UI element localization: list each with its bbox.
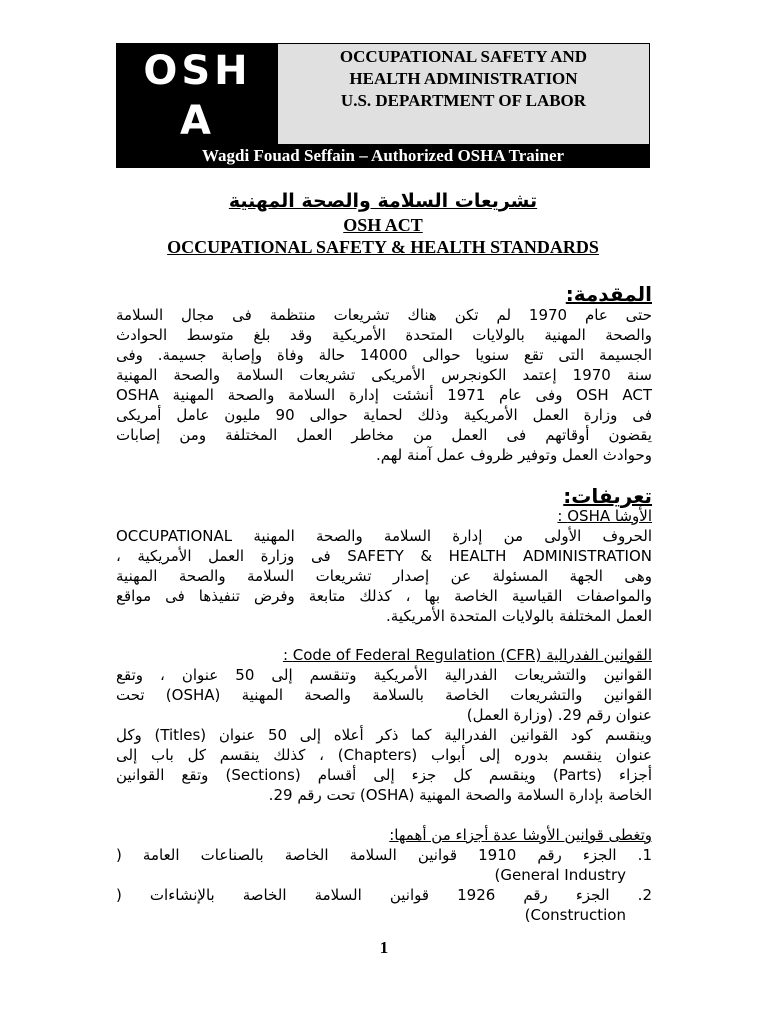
cfr-line: عنوان رقم 29. (وزارة العمل) — [466, 706, 652, 724]
part-item-1926: 2. الجزء رقم 1926 قوانين السلامة الخاصة بالإنشاءات ( — [116, 886, 652, 904]
agency-line: HEALTH ADMINISTRATION — [349, 69, 578, 88]
osha-definition-line: والمواصفات القياسية الخاصة بها ، كذلك متابعة وفرض تنفيذها فى مواقع — [116, 587, 652, 605]
page-number: 1 — [379, 938, 389, 957]
parts-label: وتغطى قوانين الأوشا عدة أجزاء من أهمها: — [389, 826, 652, 844]
intro-line: وحوادث العمل وتوفير ظروف عمل آمنة لهم. — [376, 446, 652, 464]
osha-definition-line: الحروف الأولى من إدارة السلامة والصحة المهنية OCCUPATIONAL — [116, 527, 652, 545]
osha-logo: OSHA — [117, 44, 278, 149]
osha-definition-line: SAFETY & HEALTH ADMINISTRATION فى وزارة العمل الأمريكية ، — [116, 547, 652, 565]
trainer-banner: Wagdi Fouad Seffain – Authorized OSHA Trainer — [117, 144, 649, 167]
cfr-line: الخاصة بإدارة السلامة والصحة المهنية (OSHA) تحت رقم 29. — [268, 786, 652, 804]
cfr-line: أجزاء (Parts) وينقسم كل جزء إلى أقسام (Sections) وتقع القوانين — [116, 766, 652, 784]
agency-line: U.S. DEPARTMENT OF LABOR — [340, 91, 587, 110]
part-item-1910: 1. الجزء رقم 1910 قوانين السلامة الخاصة بالصناعات العامة ( — [116, 846, 652, 864]
intro-line: حتى عام 1970 لم تكن هناك تشريعات منتظمة فى مجال السلامة — [116, 306, 652, 324]
cfr-line: القوانين والتشريعات الخاصة بالسلامة والصحة المهنية (OSHA) تحت — [116, 686, 652, 704]
intro-line: فى وزارة العمل الأمريكية وذلك لحماية حوالى 90 مليون عامل أمريكى — [116, 406, 653, 424]
definitions-heading: تعريفات: — [563, 484, 652, 508]
intro-line: يقضون أوقاتهم فى العمل من مخاطر العمل المختلفة ومن إصابات — [116, 426, 652, 444]
cfr-line: القوانين والتشريعات الفدرالية الأمريكية وتنقسم إلى 50 عنوان ، وتقع — [116, 666, 653, 684]
cfr-label: القوانين الفدرالية Code of Federal Regulation (CFR) : — [282, 646, 652, 664]
intro-line: الجسيمة التى تقع سنويا حوالى 14000 حالة وفاة وإصابة جسيمة. وفى — [116, 346, 652, 364]
agency-line: OCCUPATIONAL SAFETY AND — [339, 47, 588, 66]
osh-act-title: OSH ACT — [343, 215, 423, 235]
osha-definition-line: وهى الجهة المسئولة عن إصدار تشريعات السلامة والصحة المهنية — [116, 567, 652, 585]
intro-line: OSH ACT وفى عام 1971 أنشئت إدارة السلامة والصحة المهنية OSHA — [116, 386, 652, 404]
osha-definition-label: الأوشا OSHA : — [557, 507, 652, 525]
cfr-line: عنوان ينقسم بدوره إلى أبواب (Chapters) ، كذلك ينقسم كل باب إلى — [116, 746, 652, 764]
standards-title: OCCUPATIONAL SAFETY & HEALTH STANDARDS — [167, 237, 599, 257]
part-item-1926-cont: Construction) — [524, 906, 626, 924]
agency-name — [278, 44, 649, 148]
cfr-line: وينقسم كود القوانين الفدرالية كما ذكر أعلاه إلى 50 عنوان (Titles) وكل — [116, 726, 652, 744]
intro-line: سنة 1970 إعتمد الكونجرس الأمريكى تشريعات السلامة والصحة المهنية — [116, 366, 652, 384]
part-item-1910-cont: General Industry) — [494, 866, 626, 884]
arabic-title: تشريعات السلامة والصحة المهنية — [228, 190, 538, 212]
intro-line: والصحة المهنية بالولايات المتحدة الأمريكية وقد بلغ متوسط الحوادث — [116, 326, 652, 344]
osha-header — [116, 43, 650, 168]
intro-heading: المقدمة: — [565, 282, 652, 306]
osha-definition-line: العمل المختلفة بالولايات المتحدة الأمريكية. — [386, 607, 652, 625]
